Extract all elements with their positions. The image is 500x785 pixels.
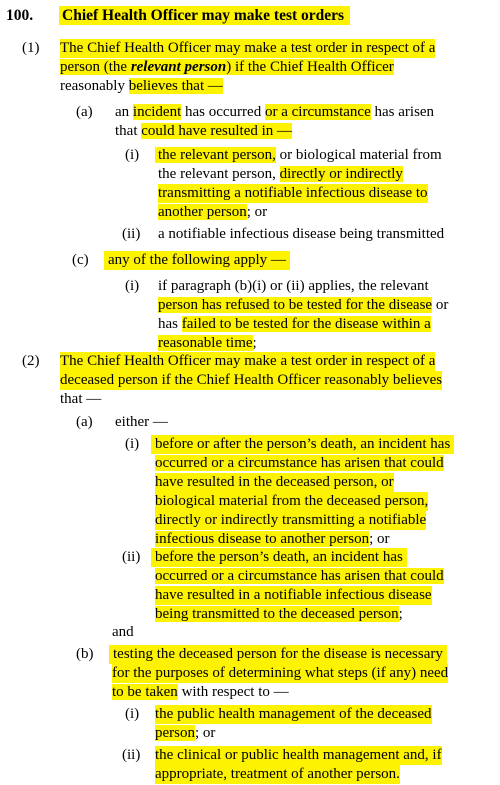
subpara-2a-ii-line-1: before the person’s death, an incident has (151, 548, 407, 567)
subpara-1a-i-line-1: the relevant person, or biological material from (155, 146, 442, 165)
sub1-line-3: reasonably believes that — (60, 78, 223, 94)
para-number-2b: (b) (76, 646, 94, 662)
subpara-1a-i-line-4: another person; or (158, 204, 268, 220)
subpara-number-1c-i: (i) (125, 278, 140, 294)
subpara-2b-ii-line-1: the clinical or public health management and, if (155, 747, 442, 763)
subpara-2a-ii-line-3: have resulted in a notifiable infectious disease (155, 587, 432, 603)
subpara-2a-i-line-5: directly or indirectly transmitting a notifiable (155, 512, 427, 528)
subpara-2a-i-line-3: have resulted in the deceased person, or (155, 474, 394, 490)
para-2b-line-3: to be taken with respect to — (112, 684, 289, 700)
subpara-number-2a-ii: (ii) (122, 549, 141, 565)
subpara-number-1a-ii: (ii) (122, 226, 141, 242)
subpara-2b-i-line-1: the public health management of the deceased (155, 706, 432, 722)
subpara-2b-ii-line-2: appropriate, treatment of another person. (155, 766, 400, 782)
subpara-2a-ii-line-2: occurred or a circumstance has arisen that could (155, 568, 444, 584)
subpara-2a-i-line-2: occurred or a circumstance has arisen that could (155, 455, 444, 471)
para-1a-line-1: an incident has occurred or a circumstance has arisen (115, 104, 435, 120)
section-number: 100. (6, 7, 34, 24)
sub2-line-1: The Chief Health Officer may make a test order in respect of a (60, 353, 436, 369)
subpara-number-2b-ii: (ii) (122, 747, 141, 763)
subpara-2a-ii-line-4: being transmitted to the deceased person; (155, 606, 403, 622)
subpara-number-1a-i: (i) (125, 147, 140, 163)
sub2-line-3: that — (60, 391, 102, 407)
subpara-1a-ii-line-1: a notifiable infectious disease being transmitted (158, 226, 445, 242)
subsection-number-1: (1) (22, 40, 40, 56)
para-number-1c: (c) (72, 252, 89, 268)
para-2a-line-1: either — (115, 414, 168, 430)
subpara-number-2b-i: (i) (125, 706, 140, 722)
subpara-1c-i-line-3: has failed to be tested for the disease within a (158, 316, 431, 332)
para-1a-line-2: that could have resulted in — (115, 123, 293, 139)
subsection-number-2: (2) (22, 353, 40, 369)
para-2b-line-1: testing the deceased person for the disease is necessary (109, 645, 447, 664)
subpara-number-2a-i: (i) (125, 436, 140, 452)
connector-and: and (112, 624, 134, 640)
para-1c-line-1: any of the following apply — (104, 251, 290, 270)
subpara-2b-i-line-2: person; or (155, 725, 216, 741)
subpara-1c-i-line-4: reasonable time; (158, 335, 257, 351)
sub2-line-2: deceased person if the Chief Health Officer reasonably believes (60, 372, 443, 388)
para-2b-line-2: for the purposes of determining what steps (if any) need (112, 665, 449, 681)
subpara-1a-i-line-2: the relevant person, directly or indirectly (158, 166, 403, 182)
subpara-2a-i-line-6: infectious disease to another person; or (155, 531, 390, 547)
subpara-1c-i-line-2: person has refused to be tested for the disease or (158, 297, 449, 313)
subpara-1c-i-line-1: if paragraph (b)(i) or (ii) applies, the relevant (158, 278, 429, 294)
subpara-2a-i-line-4: biological material from the deceased person, (155, 493, 429, 509)
para-number-2a: (a) (76, 414, 93, 430)
sub1-line-1: The Chief Health Officer may make a test order in respect of a (60, 40, 436, 56)
subpara-1a-i-line-3: transmitting a notifiable infectious disease to (158, 185, 428, 201)
subpara-2a-i-line-1: before or after the person’s death, an incident has (151, 435, 454, 454)
para-number-1a: (a) (76, 104, 93, 120)
sub1-line-2: person (the relevant person) if the Chief Health Officer (60, 59, 394, 75)
section-title: Chief Health Officer may make test orders (59, 6, 350, 25)
